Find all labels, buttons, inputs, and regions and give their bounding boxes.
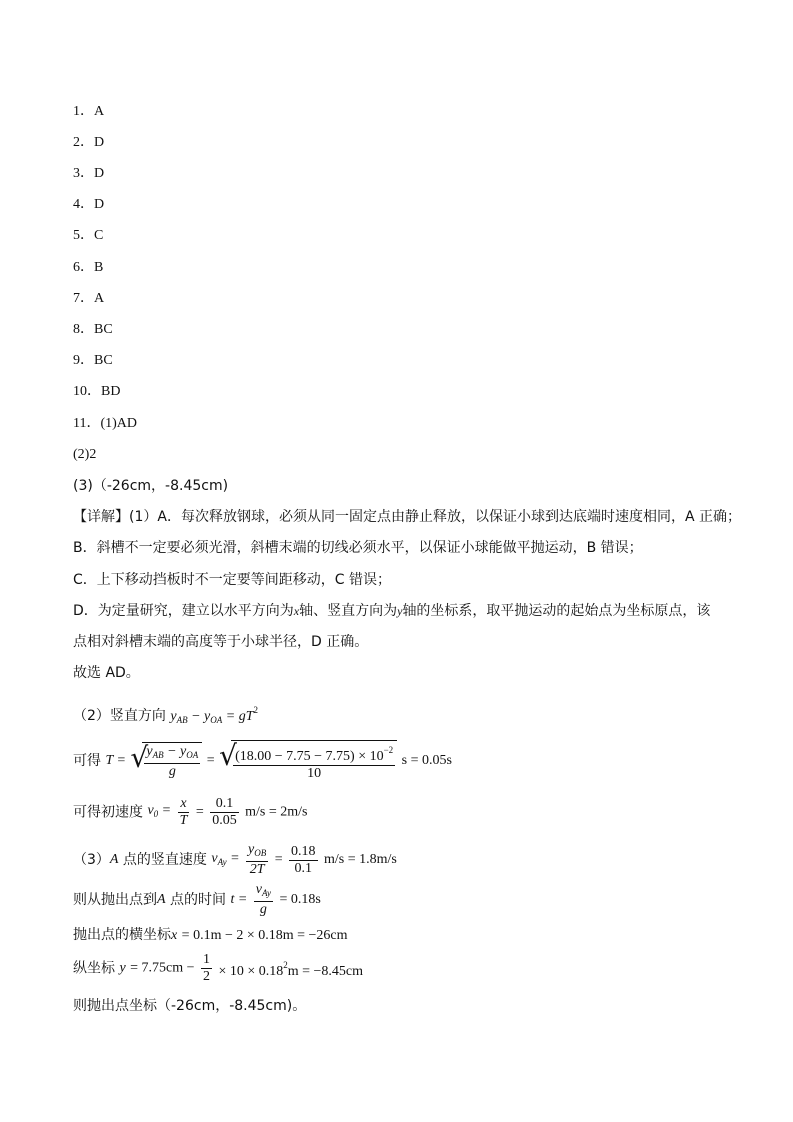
answer-11: 11．(1)AD [73, 416, 138, 431]
answer-5: 5．C [73, 228, 104, 243]
eq-initial-velocity: 可得初速度 $v_0$ = $\frac{x}{T}$ = $\frac{0.1}{0.05}$ m/s = 2m/s [73, 796, 308, 828]
eq-vertical-direction: （2）竖直方向 $y_{AB} - y_{OA} = gT^2$ [73, 705, 258, 725]
detail-line-1: 【详解】(1）A．每次释放钢球，必须从同一固定点由静止释放，以保证小球到达底端时速度相同，A 正确； [73, 509, 741, 525]
detail-line-3: C．上下移动挡板时不一定要等间距移动，C 错误； [73, 572, 391, 588]
sqrt-2: √ $\frac{(18.00 - 7.75 - 7.75) \times 10^{-2}}{10}$ [219, 740, 397, 782]
eq-vertical-velocity: （3）A 点的竖直速度 $v_{Ay}$ = $\frac{y_{OB}}{2T}$ = $\frac{0.18}{0.1}$ m/s = 1.8m/s [73, 842, 397, 877]
answer-8: 8．BC [73, 322, 113, 337]
answer-1: 1．A [73, 104, 105, 119]
answer-2: 2．D [73, 135, 105, 150]
eq-time-to-A: 则从抛出点到A 点的时间 t = $\frac{v_{Ay}}{g}$ = 0.18s [73, 882, 321, 917]
answer-7: 7．A [73, 291, 105, 306]
eq-x-coordinate: 抛出点的横坐标x = 0.1m − 2 × 0.18m = −26cm [73, 927, 348, 943]
detail-line-4: D．为定量研究，建立以水平方向为x轴、竖直方向为y轴的坐标系，取平抛运动的起始点为坐标原点，该 [73, 603, 711, 619]
answer-6: 6．B [73, 260, 104, 275]
detail-line-5: 点相对斜槽末端的高度等于小球半径，D 正确。 [73, 634, 369, 650]
answer-10: 10．BD [73, 384, 121, 399]
answer-9: 9．BC [73, 353, 113, 368]
eq-y-coordinate: 纵坐标 y = 7.75cm − $\frac{1}{2}$ × $10 \times 0.18^2m = -8.45cm$ [73, 952, 364, 984]
sqrt-1: √ $\frac{y_{AB} - y_{OA}}{g}$ [130, 742, 202, 780]
detail-line-6: 故选 AD。 [73, 665, 140, 681]
answer-11-part2: (2)2 [73, 447, 97, 462]
eq-period: 可得 T = √ $\frac{y_{AB} - y_{OA}}{g}$ = √ $\frac{(18.00 - 7.75 - 7.75) \times 10^{-2}}{10}$ s = 0.05s [73, 739, 452, 781]
answer-11-part3: (3)（-26cm，-8.45cm) [73, 478, 229, 494]
answer-3: 3．D [73, 166, 105, 181]
answer-4: 4．D [73, 197, 105, 212]
detail-line-2: B．斜槽不一定要必须光滑，斜槽末端的切线必须水平，以保证小球能做平抛运动，B 错误； [73, 540, 643, 556]
final-conclusion: 则抛出点坐标（-26cm，-8.45cm)。 [73, 998, 307, 1014]
